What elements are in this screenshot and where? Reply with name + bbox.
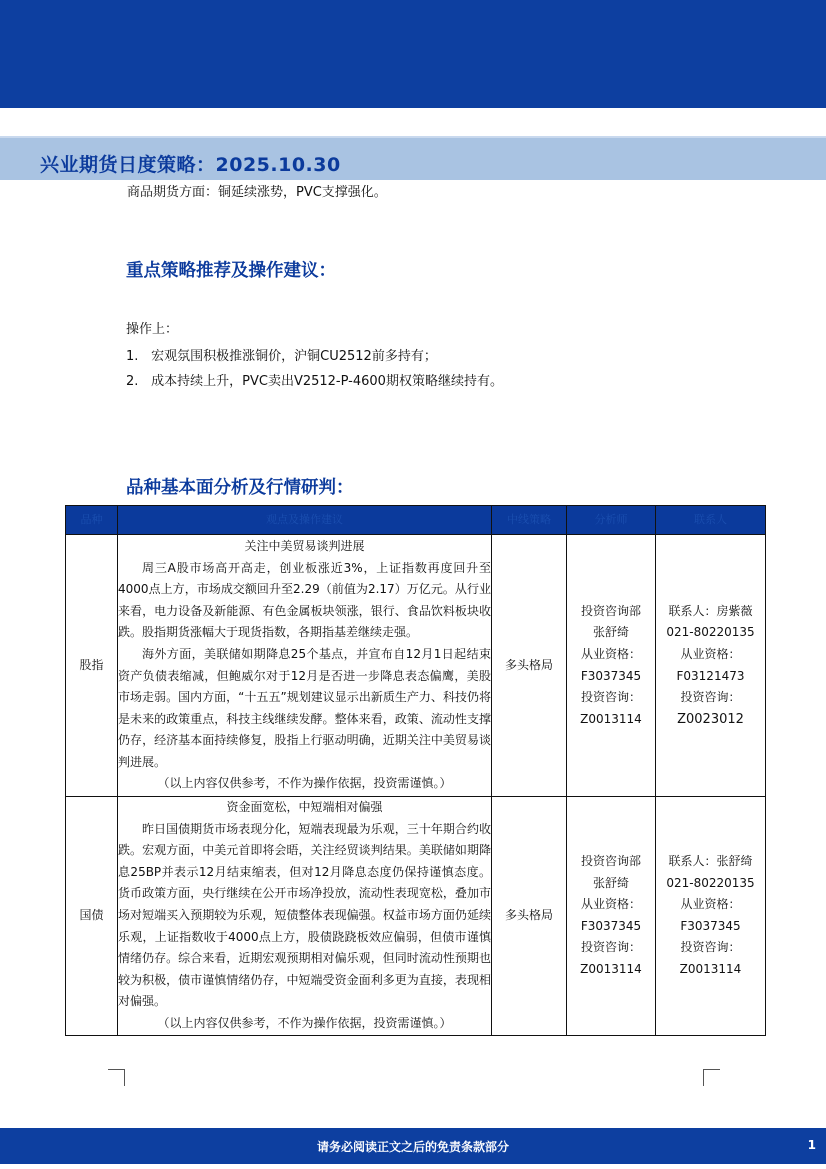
opinion-paragraph: 周三A股市场高开高走，创业板涨近3%，上证指数再度回升至4000点上方，市场成交额回升至2.29（前值为2.17）万亿元。从行业来看，电力设备及新能源、有色金属板块领涨，银行、食品饮料板块收跌。股指期货涨幅大于现货指数，各期指基差继续走强。: [118, 560, 491, 640]
row-subtitle: 资金面宽松，中短端相对偏强: [226, 800, 383, 814]
table-header-row: [66, 506, 766, 535]
footer-bar: [0, 1128, 826, 1164]
opinion-paragraph: 海外方面，美联储如期降息25个基点，并宣布自12月1日起结束资产负债表缩减，但鲍威尔对于12月是否进一步降息表态偏鹰，美股市场走弱。国内方面，“十五五”规划建议显示出新质生产力、科技仍将是未来的政策重点，科技主线继续发酵。整体来看，政策、流动性支撑仍存，经济基本面持续修复，股指上行驱动明确，近期关注中美贸易谈判进展。: [118, 646, 491, 769]
contact-line: 021-80220135: [666, 625, 755, 640]
contact-line: 联系人：房紫薇: [668, 603, 753, 618]
contact-cell: [656, 535, 766, 797]
contact-line: 投资咨询：: [680, 940, 741, 955]
variety-cell: 国债: [66, 797, 118, 1036]
footer-notice: 请务必阅读正文之后的免责条款部分: [316, 1140, 509, 1154]
opinion-cell: [118, 535, 492, 797]
analyst-line: 从业资格：: [580, 646, 641, 661]
table-row: [66, 535, 766, 797]
analyst-line: 投资咨询：: [580, 940, 641, 955]
strategy-cell: 多头格局: [492, 797, 567, 1036]
column-header: 联系人: [656, 506, 766, 535]
page-number: 1: [807, 1138, 816, 1152]
variety-cell: 股指: [66, 535, 118, 797]
analyst-line: 张舒绮: [592, 625, 629, 640]
table-row: [66, 797, 766, 1036]
ops-item-number: 1.: [126, 349, 139, 364]
analyst-line: 投资咨询部: [580, 853, 641, 868]
analysis-table: [65, 505, 766, 1036]
contact-line: 从业资格：: [680, 897, 741, 912]
summary-text: 商品期货方面：铜延续涨势，PVC支撑强化。: [127, 185, 387, 200]
contact-line: F03121473: [676, 668, 745, 683]
analyst-cell: [567, 797, 656, 1036]
analyst-line: Z0013114: [580, 711, 642, 726]
ops-item-number: 2.: [126, 374, 139, 389]
strategy-cell: 多头格局: [492, 535, 567, 797]
contact-line: 021-80220135: [666, 875, 755, 890]
analyst-line: 投资咨询：: [580, 690, 641, 705]
contact-line: Z0023012: [677, 711, 744, 727]
disclaimer-text: （以上内容仅供参考，不作为操作依据，投资需谨慎。）: [157, 776, 452, 791]
opinion-cell: [118, 797, 492, 1036]
analyst-line: 从业资格：: [580, 897, 641, 912]
contact-line: F3037345: [680, 918, 741, 933]
ops-item: [126, 345, 437, 364]
analysis-heading: 品种基本面分析及行情研判：: [126, 478, 354, 498]
analyst-line: 张舒绮: [592, 875, 629, 890]
strategy-heading: 重点策略推荐及操作建议：: [126, 261, 336, 281]
ops-item: [126, 370, 503, 389]
analyst-line: 投资咨询部: [580, 603, 641, 618]
ops-item-text: 成本持续上升，PVC卖出V2512-P-4600期权策略继续持有。: [151, 374, 503, 389]
contact-line: Z0013114: [679, 961, 742, 976]
contact-cell: [656, 797, 766, 1036]
analyst-line: F3037345: [580, 668, 642, 683]
analyst-cell: [567, 535, 656, 797]
ops-label: 操作上：: [126, 322, 179, 337]
row-subtitle: 关注中美贸易谈判进展: [244, 538, 365, 553]
top-banner: [0, 0, 826, 108]
report-title: 兴业期货日度策略：2025.10.30: [40, 154, 341, 176]
contact-line: 联系人：张舒绮: [668, 853, 753, 868]
opinion-paragraph: 昨日国债期货市场表现分化，短端表现最为乐观，三十年期合约收跌。宏观方面，中美元首即将会晤，关注经贸谈判结果。美联储如期降息25BP并表示12月结束缩表，但对12月降息态度仍保持谨慎态度。货币政策方面，央行继续在公开市场净投放，流动性表现宽松，叠加市场对短端买入预期较为乐观，短债整体表现偏强。权益市场方面仍延续乐观，上证指数收于4000点上方，股债跷跷板效应偏弱，但债市谨慎情绪仍存。综合来看，近期宏观预期相对偏乐观，但同时流动性预期也较为积极，债市谨慎情绪仍存，中短端受资金面利多更为直接，表现相对偏强。: [118, 821, 491, 1009]
contact-line: 从业资格：: [680, 646, 741, 661]
contact-line: 投资咨询：: [680, 690, 741, 705]
analyst-line: F3037345: [580, 918, 642, 933]
disclaimer-text: （以上内容仅供参考，不作为操作依据，投资需谨慎。）: [157, 1015, 452, 1030]
analyst-line: Z0013114: [580, 961, 642, 976]
column-header: 品种: [66, 506, 118, 535]
column-header: 观点及操作建议: [118, 506, 492, 535]
ops-item-text: 宏观氛围积极推涨铜价，沪铜CU2512前多持有；: [151, 349, 437, 364]
crop-mark-right: [703, 1069, 720, 1086]
crop-mark-left: [108, 1069, 125, 1086]
column-header: 分析师: [567, 506, 656, 535]
column-header: 中线策略: [492, 506, 567, 535]
